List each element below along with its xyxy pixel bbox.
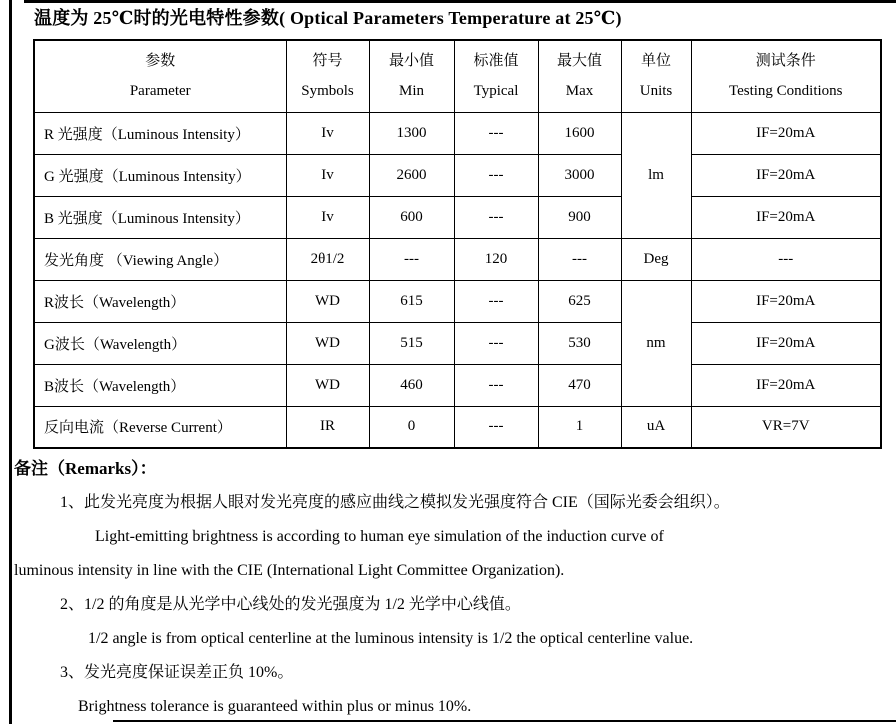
remark-line-1-cn: 1、此发光亮度为根据人眼对发光亮度的感应曲线之模拟发光强度符合 CIE（国际光委会组织）。 bbox=[60, 494, 730, 511]
min-cell: 2600 bbox=[369, 154, 454, 196]
col-header-parameter-en: Parameter bbox=[129, 83, 191, 100]
min-cell: --- bbox=[369, 238, 454, 280]
remarks-section bbox=[0, 454, 896, 717]
min-cell: 0 bbox=[369, 406, 454, 448]
col-header-testing-conditions-en: Testing Conditions bbox=[728, 83, 843, 100]
table-row bbox=[34, 112, 881, 154]
condition-cell: --- bbox=[691, 238, 881, 280]
col-header-units bbox=[621, 40, 691, 112]
table-header-row bbox=[34, 40, 881, 112]
typical-cell: --- bbox=[454, 364, 538, 406]
param-cell: R波长（Wavelength） bbox=[34, 280, 286, 322]
condition-cell: IF=20mA bbox=[691, 154, 881, 196]
page-border-left bbox=[9, 0, 12, 724]
typical-cell: 120 bbox=[454, 238, 538, 280]
page-border-bottom bbox=[113, 720, 896, 722]
col-header-typical bbox=[454, 40, 538, 112]
min-cell: 600 bbox=[369, 196, 454, 238]
remark-line-3-en: Brightness tolerance is guaranteed within plus or minus 10%. bbox=[78, 698, 472, 715]
col-header-typical-en: Typical bbox=[473, 83, 519, 100]
unit-cell-merged: nm bbox=[621, 280, 691, 406]
col-header-testing-conditions bbox=[691, 40, 881, 112]
remark-line-3-cn: 3、发光亮度保证误差正负 10%。 bbox=[60, 664, 294, 681]
remark-line-2-en: 1/2 angle is from optical centerline at the luminous intensity is 1/2 the optical centerline value. bbox=[88, 630, 694, 647]
col-header-parameter bbox=[34, 40, 286, 112]
condition-cell: VR=7V bbox=[691, 406, 881, 448]
max-cell: 470 bbox=[538, 364, 621, 406]
typical-cell: --- bbox=[454, 280, 538, 322]
param-cell: G 光强度（Luminous Intensity） bbox=[34, 154, 286, 196]
condition-cell: IF=20mA bbox=[691, 364, 881, 406]
col-header-typical-cn: 标准值 bbox=[473, 53, 519, 70]
col-header-min bbox=[369, 40, 454, 112]
table-row bbox=[34, 280, 881, 322]
symbol-cell: IR bbox=[286, 406, 369, 448]
symbol-cell: WD bbox=[286, 364, 369, 406]
col-header-min-cn: 最小值 bbox=[388, 53, 434, 70]
table-row bbox=[34, 364, 881, 406]
param-cell: R 光强度（Luminous Intensity） bbox=[34, 112, 286, 154]
max-cell: 530 bbox=[538, 322, 621, 364]
condition-cell: IF=20mA bbox=[691, 112, 881, 154]
symbol-cell: WD bbox=[286, 280, 369, 322]
max-cell: --- bbox=[538, 238, 621, 280]
param-cell: 反向电流（Reverse Current） bbox=[34, 406, 286, 448]
param-cell: G波长（Wavelength） bbox=[34, 322, 286, 364]
page-title: 温度为 25℃时的光电特性参数( Optical Parameters Temperature at 25℃) bbox=[34, 8, 622, 28]
col-header-units-cn: 单位 bbox=[640, 53, 671, 70]
unit-cell-merged: lm bbox=[621, 112, 691, 238]
max-cell: 1600 bbox=[538, 112, 621, 154]
max-cell: 1 bbox=[538, 406, 621, 448]
col-header-min-en: Min bbox=[398, 83, 424, 100]
param-cell: B 光强度（Luminous Intensity） bbox=[34, 196, 286, 238]
col-header-max-en: Max bbox=[565, 83, 594, 100]
table-row bbox=[34, 406, 881, 448]
param-cell: B波长（Wavelength） bbox=[34, 364, 286, 406]
typical-cell: --- bbox=[454, 196, 538, 238]
typical-cell: --- bbox=[454, 112, 538, 154]
symbol-cell: Iv bbox=[286, 112, 369, 154]
table-row bbox=[34, 196, 881, 238]
table-row bbox=[34, 322, 881, 364]
min-cell: 615 bbox=[369, 280, 454, 322]
condition-cell: IF=20mA bbox=[691, 322, 881, 364]
min-cell: 460 bbox=[369, 364, 454, 406]
unit-cell: uA bbox=[621, 406, 691, 448]
remark-line-1-en-a: Light-emitting brightness is according to human eye simulation of the induction curve of bbox=[95, 528, 664, 545]
col-header-symbols-en: Symbols bbox=[301, 83, 354, 100]
condition-cell: IF=20mA bbox=[691, 280, 881, 322]
symbol-cell: 2θ1/2 bbox=[286, 238, 369, 280]
col-header-units-en: Units bbox=[639, 83, 673, 100]
symbol-cell: Iv bbox=[286, 154, 369, 196]
col-header-testing-conditions-cn: 测试条件 bbox=[755, 53, 816, 70]
col-header-parameter-cn: 参数 bbox=[145, 53, 176, 70]
col-header-symbols-cn: 符号 bbox=[312, 53, 343, 70]
param-cell: 发光角度 （Viewing Angle） bbox=[34, 238, 286, 280]
typical-cell: --- bbox=[454, 322, 538, 364]
col-header-max bbox=[538, 40, 621, 112]
optical-parameters-table bbox=[33, 39, 882, 449]
max-cell: 3000 bbox=[538, 154, 621, 196]
page-border-top bbox=[24, 0, 896, 3]
remark-line-2-cn: 2、1/2 的角度是从光学中心线处的发光强度为 1/2 光学中心线值。 bbox=[60, 596, 521, 613]
col-header-symbols bbox=[286, 40, 369, 112]
unit-cell: Deg bbox=[621, 238, 691, 280]
typical-cell: --- bbox=[454, 406, 538, 448]
condition-cell: IF=20mA bbox=[691, 196, 881, 238]
col-header-max-cn: 最大值 bbox=[556, 53, 602, 70]
remark-line-1-en-b: luminous intensity in line with the CIE (International Light Committee Organization). bbox=[14, 562, 565, 579]
min-cell: 515 bbox=[369, 322, 454, 364]
table-row bbox=[34, 154, 881, 196]
symbol-cell: WD bbox=[286, 322, 369, 364]
remarks-heading: 备注（Remarks）： bbox=[14, 459, 157, 478]
max-cell: 900 bbox=[538, 196, 621, 238]
min-cell: 1300 bbox=[369, 112, 454, 154]
table-row bbox=[34, 238, 881, 280]
symbol-cell: Iv bbox=[286, 196, 369, 238]
max-cell: 625 bbox=[538, 280, 621, 322]
typical-cell: --- bbox=[454, 154, 538, 196]
